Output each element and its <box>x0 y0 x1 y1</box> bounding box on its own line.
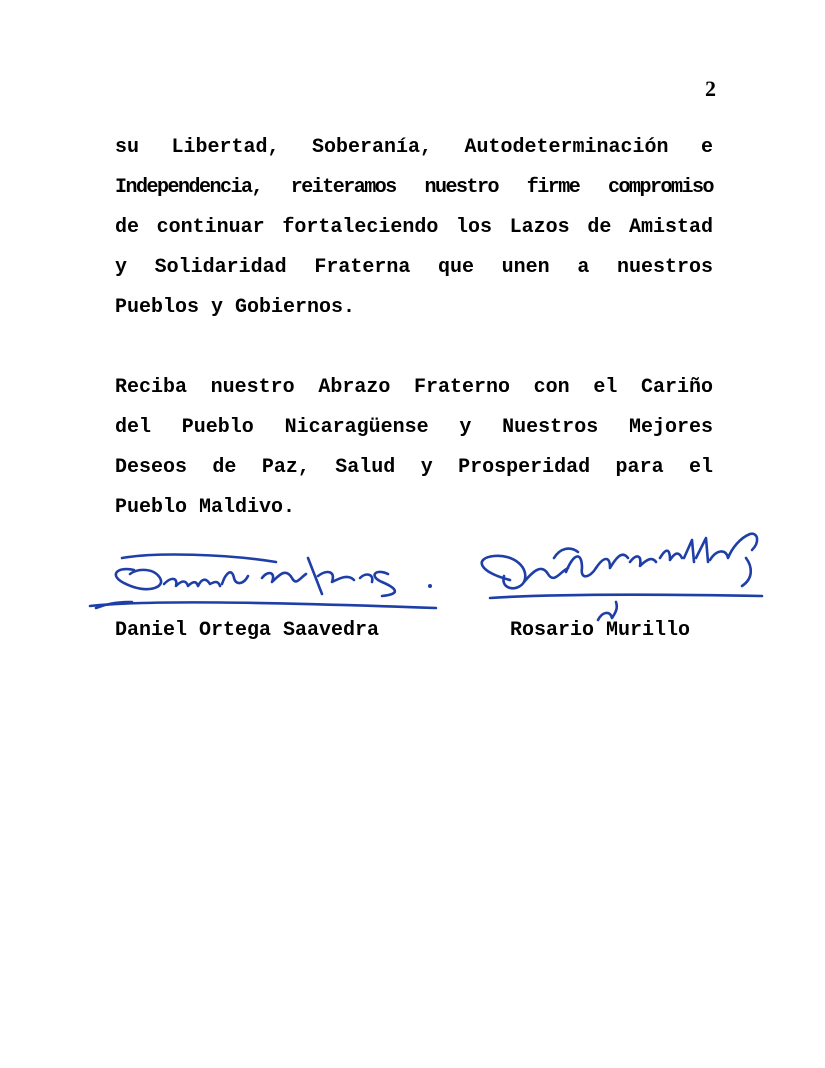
paragraph-line: su Libertad, Soberanía, Autodeterminación e <box>115 136 713 159</box>
paragraph-line: Reciba nuestro Abrazo Fraterno con el Cariño <box>115 376 713 399</box>
paragraph-line: Independencia, reiteramos nuestro firme compromiso <box>115 176 713 199</box>
paragraph-line: Pueblo Maldivo. <box>115 496 296 519</box>
paragraph-line: Pueblos y Gobiernos. <box>115 296 356 319</box>
signatory-name-left: Daniel Ortega Saavedra <box>115 619 380 642</box>
paragraph-line: del Pueblo Nicaragüense y Nuestros Mejores <box>115 416 713 439</box>
page-number: 2 <box>705 76 716 101</box>
paragraph-line: Deseos de Paz, Salud y Prosperidad para el <box>115 456 713 479</box>
signatory-name-right: Rosario Murillo <box>510 619 691 642</box>
paragraph-line: y Solidaridad Fraterna que unen a nuestros <box>115 256 713 279</box>
signature-daniel-ortega <box>86 548 442 618</box>
paragraph-line: de continuar fortaleciendo los Lazos de Amistad <box>115 216 713 239</box>
